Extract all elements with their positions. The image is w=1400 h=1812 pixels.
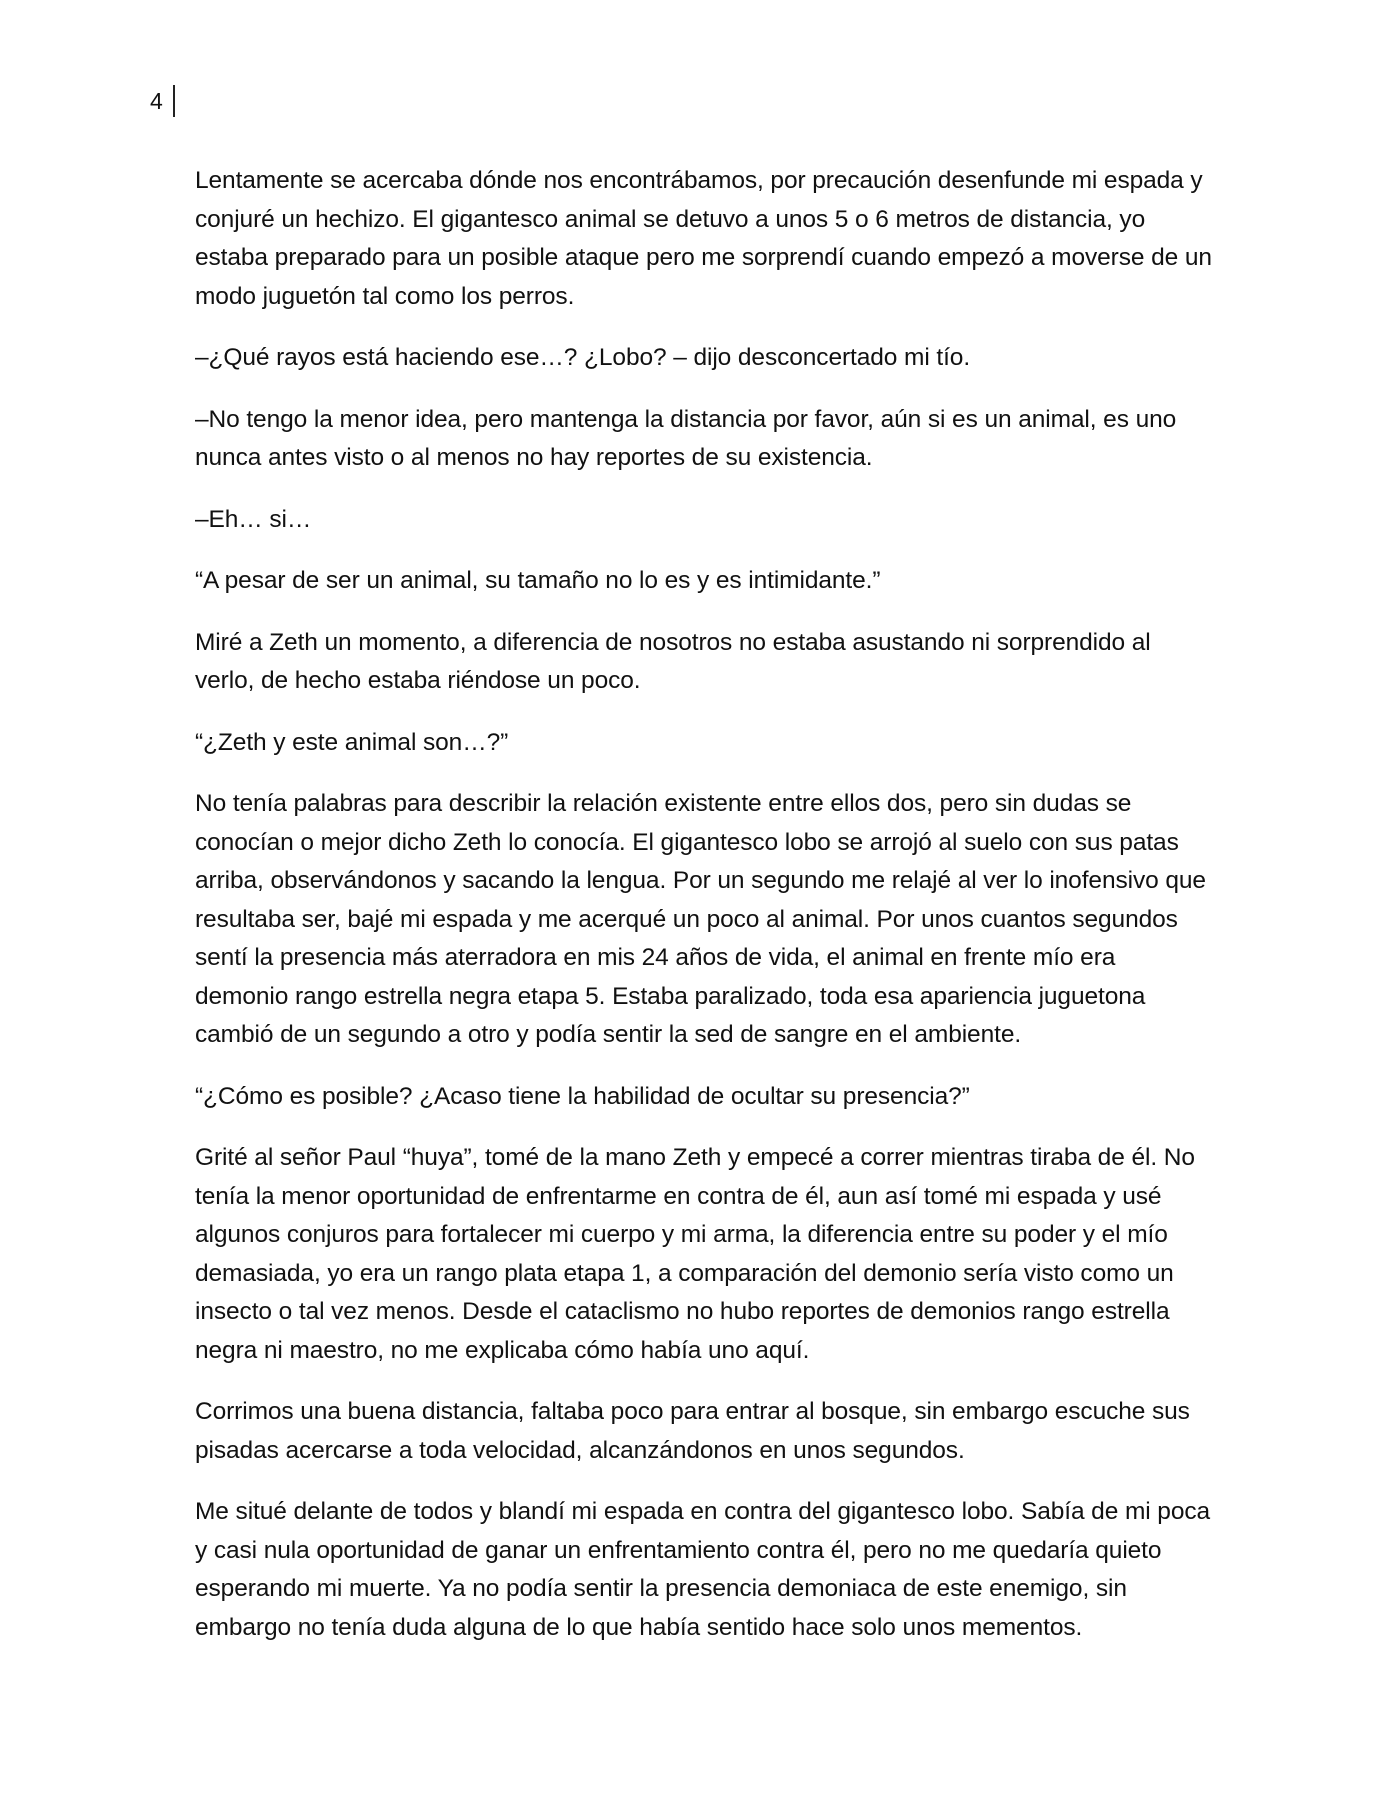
page-number: 4 — [150, 88, 163, 114]
paragraph: “¿Cómo es posible? ¿Acaso tiene la habilidad de ocultar su presencia?” — [195, 1082, 970, 1110]
paragraph: Grité al señor Paul “huya”, tomé de la mano Zeth y empecé a correr mientras tiraba de él. No tenía la menor oportunidad de enfrentarme en contra de él, aun así tomé mi espada y usé algunos conjuros para fortalecer mi cuerpo y mi arma, la diferencia entre su poder y el mío demasiada, yo era un rango plata etapa 1, a comparación del demonio sería visto como un insecto o tal vez menos. Desde el cataclismo no hubo reportes de demonios rango estrella negra ni maestro, no me explicaba cómo había uno aquí. — [195, 1144, 1195, 1364]
paragraph: “¿Zeth y este animal son…?” — [195, 728, 509, 756]
paragraph: Me situé delante de todos y blandí mi espada en contra del gigantesco lobo. Sabía de mi poca y casi nula oportunidad de ganar un enfrentamiento contra él, pero no me quedaría quieto esperando mi muerte. Ya no podía sentir la presencia demoniaca de este enemigo, sin embargo no tenía duda alguna de lo que había sentido hace solo unos mementos. — [195, 1498, 1211, 1641]
paragraph: –Eh… si… — [195, 505, 312, 533]
paragraph: Lentamente se acercaba dónde nos encontrábamos, por precaución desenfunde mi espada y conjuré un hechizo. El gigantesco animal se detuvo a unos 5 o 6 metros de distancia, yo estaba preparado para un posible ataque pero me sorprendí cuando empezó a moverse de un modo juguetón tal como los perros. — [195, 167, 1212, 310]
paragraph: No tenía palabras para describir la relación existente entre ellos dos, pero sin dudas se conocían o mejor dicho Zeth lo conocía. El gigantesco lobo se arrojó al suelo con sus patas arriba, observándonos y sacando la lengua. Por un segundo me relajé al ver lo inofensivo que resultaba ser, bajé mi espada y me acerqué un poco al animal. Por unos cuantos segundos sentí la presencia más aterradora en mis 24 años de vida, el animal en frente mío era demonio rango estrella negra etapa 5. Estaba paralizado, toda esa apariencia juguetona cambió de un segundo a otro y podía sentir la sed de sangre en el ambiente. — [195, 790, 1206, 1048]
page-header — [150, 86, 175, 116]
paragraph: Miré a Zeth un momento, a diferencia de nosotros no estaba asustando ni sorprendido al verlo, de hecho estaba riéndose un poco. — [195, 628, 1151, 694]
document-body — [195, 162, 1215, 1670]
paragraph: “A pesar de ser un animal, su tamaño no lo es y es intimidante.” — [195, 567, 881, 594]
paragraph: –¿Qué rayos está haciendo ese…? ¿Lobo? – dijo desconcertado mi tío. — [195, 344, 971, 371]
header-divider — [173, 85, 175, 117]
paragraph: –No tengo la menor idea, pero mantenga la distancia por favor, aún si es un animal, es uno nunca antes visto o al menos no hay reportes de su existencia. — [195, 405, 1177, 471]
paragraph: Corrimos una buena distancia, faltaba poco para entrar al bosque, sin embargo escuche sus pisadas acercarse a toda velocidad, alcanzándonos en unos segundos. — [195, 1398, 1190, 1464]
